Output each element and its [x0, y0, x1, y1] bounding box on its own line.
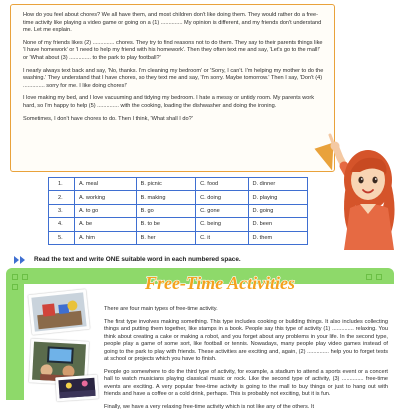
table-row — [49, 191, 308, 204]
chores-paragraph: I nearly always text back and say, 'No, thanks. I'm cleaning my bedroom' or 'Sorry, I can't. I'm helping my mother to do the washing.' They understand that I have chores, so they text me and say, 'I'm sorry. Maybe tomorrow.' Then I say, 'Don't (4) .............. sorry for me. I like doing chores!' — [23, 67, 324, 89]
option-d[interactable]: D. going — [248, 204, 307, 217]
decorative-square — [22, 274, 28, 280]
decorative-square — [12, 274, 18, 280]
option-c[interactable]: C. gone — [196, 204, 248, 217]
option-b[interactable]: B. her — [136, 231, 195, 244]
table-row — [49, 218, 308, 231]
instruction-text: Read the text and write ONE suitable word in each numbered space. — [34, 256, 241, 263]
table-row — [49, 204, 308, 217]
article-title-text: Free-Time Activities — [144, 273, 296, 293]
article-paragraph: The first type involves making something. This type includes cooking or building things. It also includes collecting things and putting them together, like stamps in a book. People say this type of activity (1) .............. relaxing. You think about creating a cake or making a robot, and you forget about any problems in your life. In the second type, people play a game of some sort, like football or tennis. Nowadays, many people play video games instead of going to the park to play with friends. These activities are exciting and, again, (2) .............. help you to forget tests at school or projects which you have to finish. — [104, 318, 388, 362]
article-paragraph: There are four main types of free-time activity. — [104, 306, 218, 312]
question-number: 1. — [49, 178, 75, 191]
photo-building-models — [28, 289, 90, 335]
chores-text-card — [10, 4, 335, 172]
photo-concert — [55, 375, 99, 402]
option-d[interactable]: D. them — [248, 231, 307, 244]
table-row — [49, 231, 308, 244]
option-d[interactable]: D. been — [248, 218, 307, 231]
option-d[interactable]: D. dinner — [248, 178, 307, 191]
chores-paragraph: How do you feel about chores? We all have them, and most children don't like doing them. They would rather do a free-time activity like playing a video game or going on a (1) .............. My opinion is different, and my friends don't understand me. Let me explain. — [23, 12, 322, 34]
model-building-image — [31, 292, 86, 331]
option-b[interactable]: B. go — [136, 204, 195, 217]
option-c[interactable]: C. doing — [196, 191, 248, 204]
concert-image — [58, 378, 95, 398]
option-c[interactable]: C. being — [196, 218, 248, 231]
option-b[interactable]: B. picnic — [136, 178, 195, 191]
option-c[interactable]: C. food — [196, 178, 248, 191]
decorative-square — [366, 274, 372, 280]
option-b[interactable]: B. making — [136, 191, 195, 204]
question-number: 3. — [49, 204, 75, 217]
option-a[interactable]: A. him — [75, 231, 137, 244]
question-number: 2. — [49, 191, 75, 204]
table-row — [49, 178, 308, 191]
question-number: 4. — [49, 218, 75, 231]
decorative-square — [376, 274, 382, 280]
option-a[interactable]: A. to go — [75, 204, 137, 217]
option-a[interactable]: A. working — [75, 191, 137, 204]
article-body — [104, 306, 388, 416]
option-a[interactable]: A. meal — [75, 178, 137, 191]
chores-paragraph: I love making my bed, and I love vacuuming and tidying my bedroom. I hate a messy or untidy room. My parents work hard, so I'm happy to help (5) .............. with the cooking, loading the dishwasher and doing the ironing. — [23, 95, 315, 109]
chores-paragraph: None of my friends likes (2) .............. chores. They try to find reasons not to do them. They say to their parents things like 'I have homework' or 'I need to help my friend with his homework'. Then they often text me and say, 'Let's go to the mall!' or 'What about (3) .............. to the park to play football?' — [23, 39, 323, 61]
option-c[interactable]: C. it — [196, 231, 248, 244]
option-d[interactable]: D. playing — [248, 191, 307, 204]
option-a[interactable]: A. be — [75, 218, 137, 231]
article-paragraph: People go somewhere to do the third type of activity, for example, a stadium to attend a sports event or a concert hall to watch musicians playing classical music or rock. Like the second type of activity, (3) .............. free-time events are exciting. A very popular free-time activity is going to the mall to buy things or just to hang out with friends and have a coffee or a cold drink, perhaps. This is probably not exciting, but it is fun. — [104, 368, 388, 397]
girl-pointing-illustration — [300, 100, 400, 250]
chores-paragraph: Sometimes, I don't have chores to do. Then I think, 'What shall I do?' — [23, 115, 193, 122]
article-paragraph: Finally, we have a very relaxing free-time activity which is not like any of the others. It — [104, 403, 315, 410]
option-b[interactable]: B. to be — [136, 218, 195, 231]
double-chevron-icon — [13, 255, 27, 265]
decorative-square — [12, 284, 18, 290]
article-title — [140, 270, 300, 296]
question-number: 5. — [49, 231, 75, 244]
answer-options-table — [48, 177, 308, 245]
